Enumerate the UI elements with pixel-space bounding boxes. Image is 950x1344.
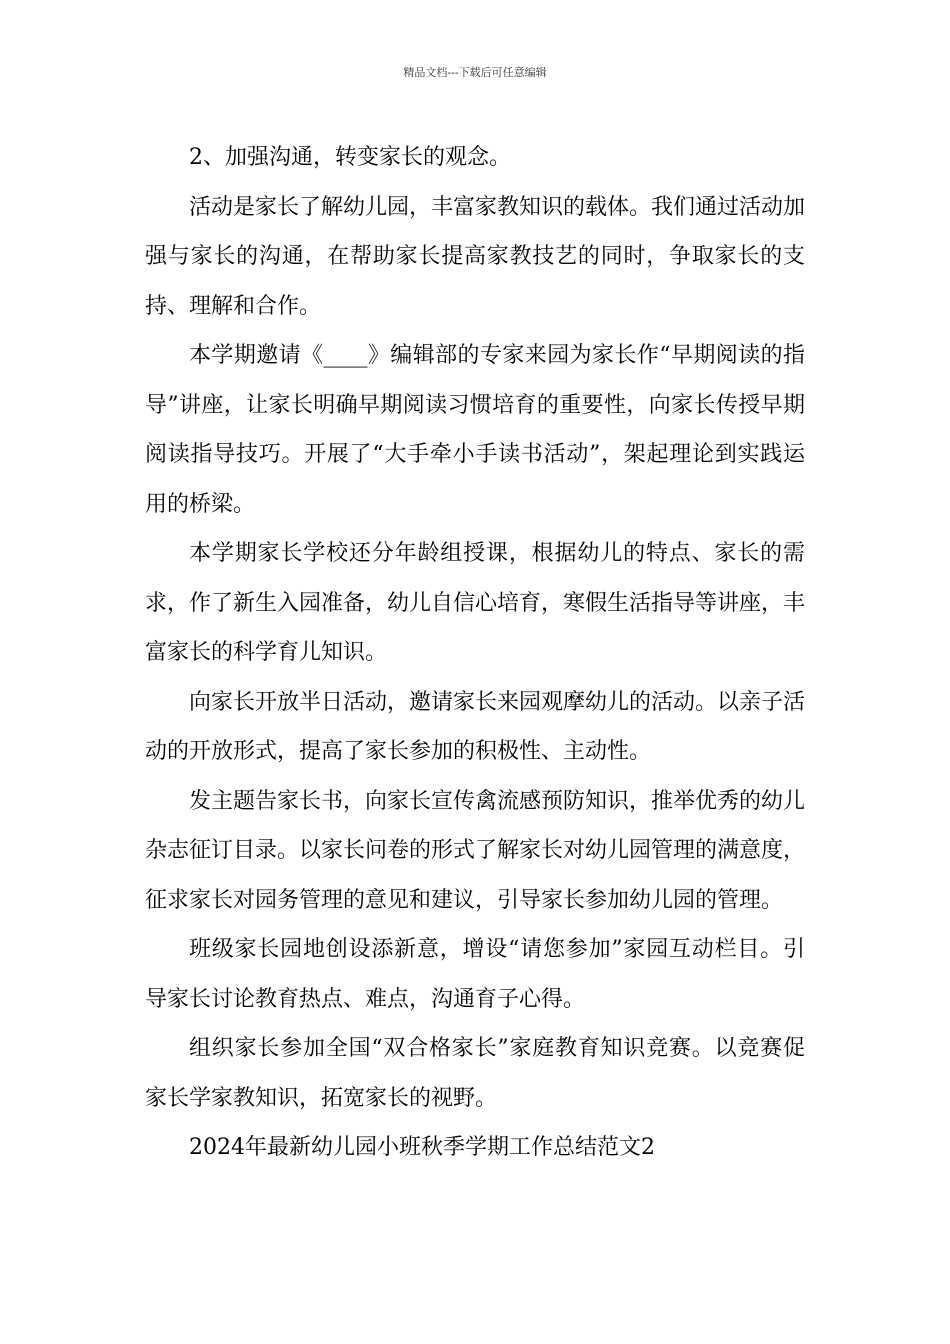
paragraph-1: 2、加强沟通，转变家长的观念。: [189, 145, 511, 170]
section-title: 2024年最新幼儿园小班秋季学期工作总结范文2: [189, 1135, 655, 1160]
paragraph-4: 本学期家长学校还分年龄组授课，根据幼儿的特点、家长的需求，作了新生入园准备，幼儿自信心培育，寒假生活指导等讲座，丰富家长的科学育儿知识。: [145, 541, 806, 665]
paragraph-7: 班级家长园地创设添新意，增设“请您参加”家园互动栏目。引导家长讨论教育热点、难点，沟通育子心得。: [145, 937, 805, 1012]
paragraph-8: 组织家长参加全国“双合格家长”家庭教育知识竞赛。以竞赛促家长学家教知识，拓宽家长的视野。: [145, 1036, 805, 1111]
paragraph-6: 发主题告家长书，向家长宣传禽流感预防知识，推举优秀的幼儿杂志征订目录。以家长问卷的形式了解家长对幼儿园管理的满意度，征求家长对园务管理的意见和建议，引导家长参加幼儿园的管理。: [145, 788, 806, 913]
paragraph-2: 活动是家长了解幼儿园，丰富家教知识的载体。我们通过活动加强与家长的沟通，在帮助家长提高家教技艺的同时，争取家长的支持、理解和合作。: [145, 194, 806, 319]
page-header: 精品文档---下载后可任意编辑: [403, 66, 547, 79]
paragraph-3: 本学期邀请《____》编辑部的专家来园为家长作“早期阅读的指导”讲座，让家长明确早期阅读习惯培育的重要性，向家长传授早期阅读指导技巧。开展了“大手牵小手读书活动”，架起理论到实践运用的桥梁。: [145, 343, 805, 517]
paragraph-5: 向家长开放半日活动，邀请家长来园观摩幼儿的活动。以亲子活动的开放形式，提高了家长参加的积极性、主动性。: [145, 689, 806, 764]
document-body: [145, 133, 805, 1173]
